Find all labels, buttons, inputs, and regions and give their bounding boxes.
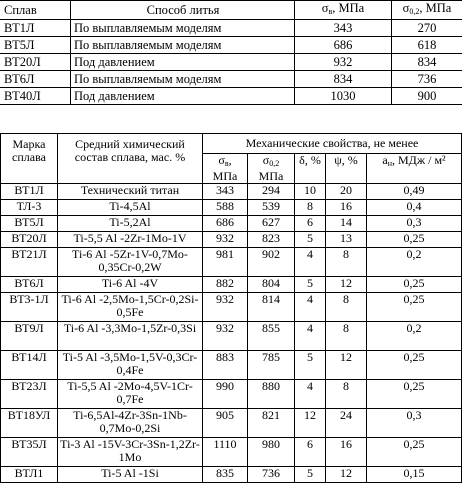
table-row bbox=[1, 293, 462, 322]
table-row bbox=[1, 467, 462, 483]
sigma-b-cell: 990 bbox=[203, 380, 248, 409]
table-row bbox=[0, 37, 462, 54]
mark-cell: ВТЛ1 bbox=[1, 467, 58, 483]
table1-header bbox=[0, 1, 462, 20]
sigma-b-cell: 686 bbox=[295, 37, 392, 54]
psi-cell: 12 bbox=[326, 351, 367, 380]
an-cell: 0,15 bbox=[367, 467, 462, 483]
psi-cell: 12 bbox=[326, 277, 367, 293]
sigma-02-cell: 539 bbox=[248, 200, 295, 216]
delta-cell: 5 bbox=[295, 232, 326, 248]
composition-cell: Ti-6 Al -5Zr-1V-0,7Mo-0,35Cr-0,2W bbox=[58, 248, 203, 277]
an-cell: 0,49 bbox=[367, 184, 462, 200]
sigma-02-cell: 618 bbox=[392, 37, 463, 54]
header-casting-method: Способ литья bbox=[71, 1, 295, 20]
psi-cell: 8 bbox=[326, 293, 367, 322]
sigma-02-cell: 823 bbox=[248, 232, 295, 248]
table-row bbox=[1, 322, 462, 351]
sigma-b-cell: 1030 bbox=[295, 88, 392, 105]
sigma-02-cell: 270 bbox=[392, 20, 463, 37]
sigma-b-cell: 686 bbox=[203, 216, 248, 232]
composition-cell: Ti-5,5 Al -2Zr-1Mo-1V bbox=[58, 232, 203, 248]
sigma-b-cell: 343 bbox=[203, 184, 248, 200]
header-sigma-02-sub: 0,2 bbox=[409, 7, 420, 16]
table-row bbox=[1, 438, 462, 467]
table-row bbox=[0, 71, 462, 88]
an-cell: 0,2 bbox=[367, 322, 462, 351]
composition-cell: Ti-6 Al -2,5Mo-1,5Cr-0,2Si-0,5Fe bbox=[58, 293, 203, 322]
table-row bbox=[0, 88, 462, 105]
header-an bbox=[367, 154, 462, 184]
table-row bbox=[1, 409, 462, 438]
header-sigma-b bbox=[295, 1, 392, 20]
mark-cell: ВТ3-1Л bbox=[1, 293, 58, 322]
header-delta-unit: , % bbox=[304, 153, 321, 167]
header-sigma-02-symbol: σ bbox=[402, 1, 410, 15]
header-sigma-b-symbol: σ bbox=[321, 1, 329, 15]
alloy-cell: ВТ6Л bbox=[0, 71, 71, 88]
an-cell: 0,25 bbox=[367, 232, 462, 248]
header-sigma-b-symbol: σ bbox=[218, 153, 225, 167]
sigma-b-cell: 1110 bbox=[203, 438, 248, 467]
sigma-b-cell: 883 bbox=[203, 351, 248, 380]
sigma-02-cell: 902 bbox=[248, 248, 295, 277]
table1-body bbox=[0, 20, 462, 105]
composition-cell: Ti-6,5Al-4Zr-3Sn-1Nb-0,7Mo-0,2Si bbox=[58, 409, 203, 438]
table-row bbox=[1, 216, 462, 232]
header-sigma-b bbox=[203, 154, 248, 184]
header-composition: Средний химический состав сплава, мас. % bbox=[58, 134, 203, 184]
mark-cell: ВТ18УЛ bbox=[1, 409, 58, 438]
sigma-b-cell: 835 bbox=[203, 467, 248, 483]
alloy-cell: ВТ1Л bbox=[0, 20, 71, 37]
an-cell: 0,4 bbox=[367, 200, 462, 216]
table-row bbox=[1, 351, 462, 380]
header-delta bbox=[295, 154, 326, 184]
composition-cell: Технический титан bbox=[58, 184, 203, 200]
sigma-02-cell: 980 bbox=[248, 438, 295, 467]
header-sigma-02-unit: , МПа bbox=[419, 1, 452, 15]
delta-cell: 4 bbox=[295, 293, 326, 322]
header-psi-unit: , % bbox=[341, 153, 358, 167]
sigma-b-cell: 588 bbox=[203, 200, 248, 216]
an-cell: 0,3 bbox=[367, 216, 462, 232]
composition-cell: Ti-6 Al -3,3Mo-1,5Zr-0,3Si bbox=[58, 322, 203, 351]
sigma-02-cell: 627 bbox=[248, 216, 295, 232]
delta-cell: 4 bbox=[295, 322, 326, 351]
alloy-cell: ВТ20Л bbox=[0, 54, 71, 71]
header-sigma-02-unit: МПа bbox=[258, 169, 284, 183]
header-sigma-b-unit: , МПа bbox=[332, 1, 365, 15]
sigma-02-cell: 736 bbox=[392, 71, 463, 88]
header-delta-symbol: δ bbox=[299, 153, 305, 167]
mark-cell: ВТ1Л bbox=[1, 184, 58, 200]
header-mark: Марка сплава bbox=[1, 134, 58, 184]
composition-cell: Ti-5,5 Al -2Mo-4,5V-1Cr-0,7Fe bbox=[58, 380, 203, 409]
table2-body bbox=[1, 134, 462, 483]
header-sigma-b-sub: в bbox=[328, 7, 333, 16]
delta-cell: 12 bbox=[295, 409, 326, 438]
an-cell: 0,2 bbox=[367, 248, 462, 277]
table-row bbox=[1, 184, 462, 200]
psi-cell: 24 bbox=[326, 409, 367, 438]
casting-method-cell: По выплавляемым моделям bbox=[71, 71, 295, 88]
delta-cell: 10 bbox=[295, 184, 326, 200]
table-row bbox=[0, 20, 462, 37]
psi-cell: 8 bbox=[326, 380, 367, 409]
table-row bbox=[1, 277, 462, 293]
psi-cell: 16 bbox=[326, 438, 367, 467]
header-sigma-02 bbox=[392, 1, 463, 20]
header-psi-symbol: ψ bbox=[334, 153, 342, 167]
header-psi bbox=[326, 154, 367, 184]
casting-method-cell: По выплавляемым моделям bbox=[71, 37, 295, 54]
composition-cell: Ti-5,2Al bbox=[58, 216, 203, 232]
header-an-unit: , МДж / м² bbox=[391, 153, 446, 167]
sigma-02-cell: 736 bbox=[248, 467, 295, 483]
sigma-02-cell: 900 bbox=[392, 88, 463, 105]
sigma-b-cell: 343 bbox=[295, 20, 392, 37]
casting-methods-table bbox=[0, 0, 462, 105]
alloy-properties-table bbox=[0, 133, 462, 483]
delta-cell: 6 bbox=[295, 216, 326, 232]
delta-cell: 4 bbox=[295, 380, 326, 409]
header-sigma-02 bbox=[248, 154, 295, 184]
sigma-b-cell: 882 bbox=[203, 277, 248, 293]
header-mechanical-properties: Механические свойства, не менее bbox=[203, 134, 462, 154]
header-an-sub: н bbox=[387, 159, 392, 168]
sigma-02-cell: 821 bbox=[248, 409, 295, 438]
an-cell: 0,25 bbox=[367, 380, 462, 409]
sigma-b-cell: 932 bbox=[203, 322, 248, 351]
psi-cell: 14 bbox=[326, 216, 367, 232]
header-sigma-02-sub: 0,2 bbox=[269, 159, 280, 168]
an-cell: 0,25 bbox=[367, 293, 462, 322]
sigma-b-cell: 834 bbox=[295, 71, 392, 88]
delta-cell: 4 bbox=[295, 248, 326, 277]
table-row bbox=[1, 232, 462, 248]
header-an-symbol: a bbox=[382, 153, 388, 167]
mark-cell: ВТ23Л bbox=[1, 380, 58, 409]
sigma-02-cell: 855 bbox=[248, 322, 295, 351]
composition-cell: Ti-6 Al -4V bbox=[58, 277, 203, 293]
delta-cell: 8 bbox=[295, 200, 326, 216]
sigma-b-cell: 905 bbox=[203, 409, 248, 438]
header-alloy: Сплав bbox=[0, 1, 71, 20]
an-cell: 0,25 bbox=[367, 277, 462, 293]
table-row bbox=[1, 380, 462, 409]
delta-cell: 5 bbox=[295, 277, 326, 293]
sigma-02-cell: 814 bbox=[248, 293, 295, 322]
mark-cell: ВТ14Л bbox=[1, 351, 58, 380]
mark-cell: ВТ5Л bbox=[1, 216, 58, 232]
sigma-b-cell: 932 bbox=[203, 293, 248, 322]
an-cell: 0,25 bbox=[367, 438, 462, 467]
alloy-cell: ВТ5Л bbox=[0, 37, 71, 54]
header-sigma-b-unit: , МПа bbox=[212, 153, 238, 183]
sigma-b-cell: 932 bbox=[203, 232, 248, 248]
alloy-cell: ВТ40Л bbox=[0, 88, 71, 105]
header-sigma-02-symbol: σ bbox=[262, 153, 270, 167]
mark-cell: ВТ6Л bbox=[1, 277, 58, 293]
psi-cell: 8 bbox=[326, 248, 367, 277]
composition-cell: Ti-4,5Al bbox=[58, 200, 203, 216]
table-row bbox=[1, 248, 462, 277]
psi-cell: 8 bbox=[326, 322, 367, 351]
sigma-02-cell: 294 bbox=[248, 184, 295, 200]
casting-method-cell: По выплавляемым моделям bbox=[71, 20, 295, 37]
an-cell: 0,3 bbox=[367, 409, 462, 438]
composition-cell: Ti-5 Al -1Si bbox=[58, 467, 203, 483]
mark-cell: ТЛ-3 bbox=[1, 200, 58, 216]
sigma-02-cell: 834 bbox=[392, 54, 463, 71]
sigma-b-cell: 932 bbox=[295, 54, 392, 71]
mark-cell: ВТ21Л bbox=[1, 248, 58, 277]
table-row bbox=[1, 200, 462, 216]
psi-cell: 20 bbox=[326, 184, 367, 200]
sigma-02-cell: 804 bbox=[248, 277, 295, 293]
table-row bbox=[0, 54, 462, 71]
an-cell: 0,25 bbox=[367, 351, 462, 380]
delta-cell: 6 bbox=[295, 438, 326, 467]
psi-cell: 12 bbox=[326, 467, 367, 483]
composition-cell: Ti-5 Al -3,5Mo-1,5V-0,3Cr-0,4Fe bbox=[58, 351, 203, 380]
mark-cell: ВТ35Л bbox=[1, 438, 58, 467]
sigma-b-cell: 981 bbox=[203, 248, 248, 277]
delta-cell: 5 bbox=[295, 351, 326, 380]
psi-cell: 16 bbox=[326, 200, 367, 216]
psi-cell: 13 bbox=[326, 232, 367, 248]
casting-method-cell: Под давлением bbox=[71, 54, 295, 71]
mark-cell: ВТ9Л bbox=[1, 322, 58, 351]
sigma-02-cell: 880 bbox=[248, 380, 295, 409]
delta-cell: 5 bbox=[295, 467, 326, 483]
header-sigma-b-sub: в bbox=[224, 159, 229, 168]
composition-cell: Ti-3 Al -15V-3Cr-3Sn-1,2Zr-1Mo bbox=[58, 438, 203, 467]
casting-method-cell: Под давлением bbox=[71, 88, 295, 105]
sigma-02-cell: 785 bbox=[248, 351, 295, 380]
mark-cell: ВТ20Л bbox=[1, 232, 58, 248]
